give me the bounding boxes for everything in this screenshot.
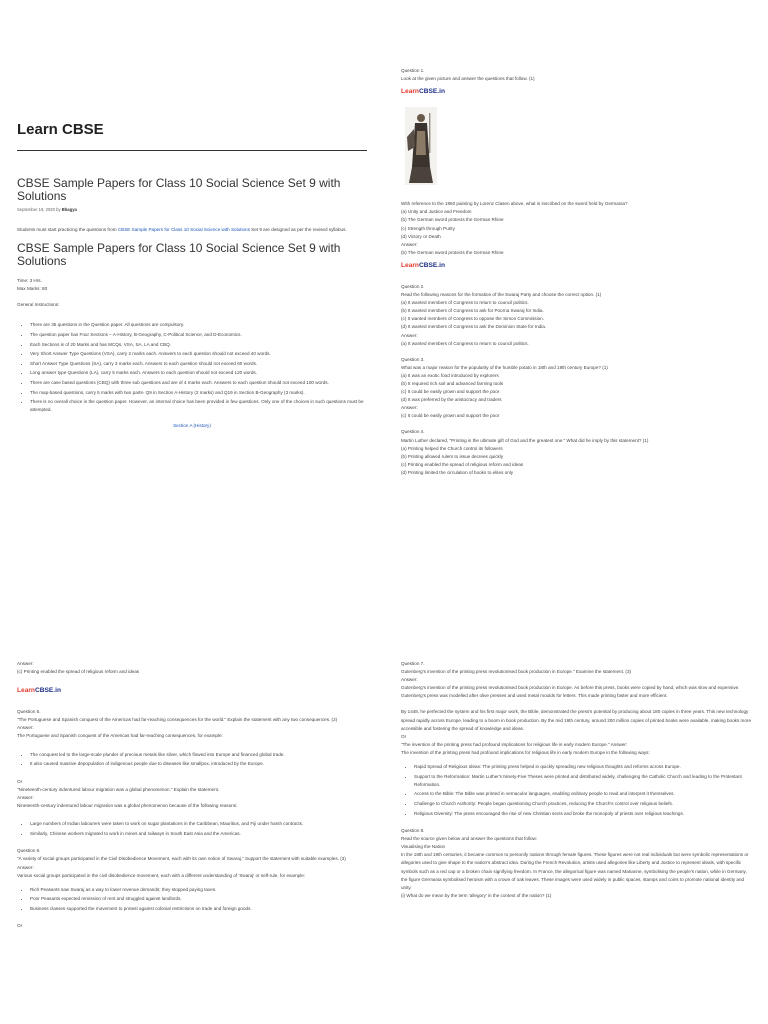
questions-7-8 [401,660,751,900]
text-line: Question 1. [401,68,425,73]
text-line: (a) Unity and Justice and Freedom [401,209,472,215]
text-line: Nineteenth-century indentured labour migration was a global phenomenon because of the following reasons: [17,803,238,809]
list-item: • Short Answer Type Questions (SA), carry 3 marks each. Answers to each question should not exceed 60 words. [30,360,367,368]
text-line: Question 5. [17,709,41,715]
text-line: (c) It wanted members of Congress to oppose the Simon Commission. [401,316,544,322]
text-line: (c) Printing enabled the spread of religious reform and ideas [17,669,140,675]
text-line: "The Portuguese and Spanish conquest of the Americas had far-reaching consequences for the world." Explain the statement with any two consequences. (2) [17,717,338,723]
text-line: (d) Printing limited the circulation of books to elites only [401,469,514,475]
text-line: Various social groups participated in the civil disobedience movement, each with a different understanding of 'Swaraj' or self-rule, for example: [17,872,306,878]
page-2 [384,0,768,512]
text-line: "The invention of the printing press had profound implications for religious life in early modern Europe." Answer: [401,741,628,747]
list-item: • Very Short Answer Type Questions (VSA), carry 2 marks each. Answers to each question should not exceed 40 words. [30,350,367,358]
text-line: (d) It wanted members of Congress to ask the Dominion State for India. [401,324,547,330]
post-author[interactable]: Bhagya [61,207,77,212]
text-line: (c) Printing enabled the spread of religious reform and ideas [401,461,524,467]
page-3 [0,512,384,1024]
article-body [17,177,367,430]
post-title: CBSE Sample Papers for Class 10 Social Science Set 9 with Solutions [17,176,341,203]
list-item: • Religious Diversity: The press encouraged the rise of new Christian sects and broke the monopoly of priests over religious teachings. [414,810,751,818]
site-title[interactable]: Learn CBSE [17,121,104,138]
list-item: • Access to the Bible: The Bible was printed in vernacular languages, enabling ordinary people to read and interpret it themselves. [414,790,751,798]
time-text: Time: 3 Hrs. [17,278,42,284]
text-line: Visualising the Nation [401,844,446,850]
list-item: • The map-based questions, carry 5 marks with two parts- Q9 in Section A-History (2 marks) and Q19 in Section B-Geography (3 marks). [30,389,367,397]
text-line: (b) It wanted members of Congress to ask for Poorna Swaraj for India. [401,308,544,314]
text-line: (b) It required rich soil and advanced farming tools [401,380,504,386]
page-1 [0,0,384,512]
list-item: • Large numbers of Indian labourers were taken to work on sugar plantations in the Caribbean, Mauritius, and Fiji under harsh contracts. [30,820,367,828]
list-item: • The conquest led to the large-scale plunder of precious metals like silver, which flowed into Europe and financed global trade. [30,751,367,759]
text-line: (a) Printing helped the Church control its followers [401,445,503,451]
text-line: (c) It could be easily grown and support the poor [401,389,500,395]
text-line: By 1448, he perfected the system and his first major work, the Bible, demonstrated the press's potential by producing about 180 copies in three years. This new technology spread rapidly across Europe, leading to a boom in book production. By the mid 16th century, around 200 million copies of printed books were available, making books more accessible and fostering the spread of knowledge and ideas. [401,709,752,731]
post-meta [17,207,367,212]
intro-text-after: Set 9 are designed as per the revised syllabus. [249,227,347,232]
germania-painting-image [405,107,437,185]
consequences-list [17,751,367,769]
list-item: • Rich Peasants saw Swaraj as a way to lower revenue demands; they stopped paying taxes. [30,886,367,894]
text-line: (c) Strength through Purity [401,225,455,231]
intro-paragraph [17,226,367,234]
learncbse-logo: LearnCBSE.in [17,687,61,695]
list-item: • There is no overall choice in the question paper. However, an internal choice has been provided in few questions. Only one of the choices in such questions must be attempted. [30,398,367,414]
instructions-heading: General Instructions: [17,302,60,308]
list-item: • Long answer type Questions (LA), carry 5 marks each. Answers to each question should not exceed 120 words. [30,369,367,377]
text-line: The invention of the printing press had profound implications for religious life in early modern Europe in the following ways: [401,749,650,755]
text-line: Question 3. [401,356,425,362]
list-item: • Poor Peasants expected remission of rent and struggled against landlords. [30,895,367,903]
migration-list [17,820,367,838]
text-line: (a) It wanted members of Congress to return to council politics. [401,340,529,346]
text-line: What was a major reason for the popularity of the humble potato in 18th and 19th century Europe? (1) [401,364,608,370]
learncbse-logo: LearnCBSE.in [401,261,445,269]
learncbse-logo: LearnCBSE.in [401,88,445,96]
text-line: Question 2. [401,283,425,289]
text-line: (b) The German sword protects the German Rhine [401,217,504,223]
list-item: • Rapid Spread of Religious Ideas: The printing press helped in quickly spreading new religious thoughts and reforms across Europe. [414,763,751,771]
post-date: September 19, 2020 by [17,207,61,212]
text-line: Answer: [17,661,34,666]
text-line: Answer: [17,864,34,870]
text-line: "Nineteenth-century indentured labour migration was a global phenomenon." Explain the statement. [17,786,220,792]
instructions-list [17,321,367,414]
implications-list [401,763,751,818]
list-item: • There are 35 questions in the Question paper. All questions are compulsory. [30,321,367,329]
text-line: Gutenberg's invention of the printing press revolutionised book production in Europe. As before this press, books were copied by hand, which was slow and expensive. Gutenberg's press was modelled after olive presses and used metal moulds for letters. This made printing faster and more efficient. [401,685,740,699]
max-marks-text: Max Marks: 80 [17,286,48,292]
paper-details [17,277,367,430]
text-line: Question 7. [401,661,425,666]
text-line: (d) Victory or Death [401,233,441,239]
list-item: • Challenge to Church Authority: People began questioning Church practices, reducing the Church's control over religious beliefs. [414,800,751,808]
intro-link[interactable]: CBSE Sample Papers for Class 10 Social Science with Solutions [117,227,250,232]
text-line: Answer: [401,241,418,247]
header-divider [17,150,367,151]
text-line: Question 6. [17,848,41,854]
text-line: Read the source given below and answer the questions that follow: [401,836,538,842]
text-line: Answer: [401,332,418,338]
text-line: (i) What do we mean by the term 'allegory' in the context of the nation? (1) [401,892,552,898]
text-line: (b) The German sword protects the German Rhine [401,249,504,255]
list-item: • Business classes supported the movement to protest against colonial restrictions on trade and foreign goods. [30,905,367,913]
text-line: Answer: [17,725,34,731]
section-heading: CBSE Sample Papers for Class 10 Social Science Set 9 with Solutions [17,241,341,269]
text-line: Question 8. [401,828,425,834]
list-item: • Support to the Reformation: Martin Luther's Ninety-Five Theses were printed and distributed widely, challenging the Catholic Church and leading to the Protestant Reformation. [414,773,751,789]
text-line: "A variety of social groups participated in the Civil Disobedience Movement, each with its own notion of Swaraj." Support the statement with suitable examples. (3) [17,856,346,862]
text-line: (d) It was preferred by the aristocracy and traders [401,397,502,403]
text-line: Answer: [401,405,418,411]
text-line: (c) It could be easily grown and support the poor [401,413,500,419]
text-line: Question 4. [401,429,425,435]
list-item: • Each Sections is of 20 Marks and has MCQs, VSA, SA, LA and CBQ. [30,341,367,349]
text-line: In the 18th and 19th centuries, it became common to personify nations through female figures. These figures were not real individuals but were symbolic representations or allegories used to give shape to the nation's abstract idea. During the French Revolution, artists used allegories like Liberty and Justice to represent ideals, with specific symbols such as a red cap or a broken chain signifying freedom. In France, the allegorical figure was named Marianne, symbolising the people's nation, while in Germany, the figure Germania symbolised heroism with a crown of oak leaves. These images were used widely in public spaces, stamps and coins to promote national identity and unity. [401,852,749,890]
text-line: Gutenberg's invention of the printing press revolutionised book production in Europe." Examine the statement. (3) [401,669,632,675]
section-a-link[interactable]: Section A (History) [173,423,211,429]
list-item: • The question paper has Four Sections – A-History, B-Geography, C-Political Science, and D-Economics. [30,331,367,339]
text-line: Or [401,733,407,739]
text-line: Answer: [401,677,418,683]
list-item: • There are case based questions (CBQ) with three sub questions and are of 4 marks each. Answers to each question should not exceed 100 words. [30,379,367,387]
text-line: Or [17,778,23,784]
text-line: With reference to the 1860 painting by Lorenz Clasen above, what is inscribed on the sword held by Germania? [401,201,628,207]
text-line: Answer: [17,794,34,800]
text-line: Look at the given picture and answer the questions that follow. (1) [401,76,535,82]
page-4 [384,512,768,1024]
questions-1-4 [401,67,751,477]
intro-text-before: Students must start practicing the questions from [17,227,118,232]
questions-4-6 [17,660,367,931]
text-line: (b) Printing allowed rulers to issue decrees quickly [401,453,504,459]
text-line: Or [17,923,23,929]
text-line: (a) It was an exotic food introduced by explorers [401,372,499,378]
list-item: • Similarly, Chinese workers migrated to work in mines and railways in South East Asia and the Americas. [30,830,367,838]
list-item: • It also caused massive depopulation of indigenous people due to diseases like smallpox, introduced by the Europe. [30,760,367,768]
text-line: Martin Luther declared, "Printing is the ultimate gift of God and the greatest one." What did he imply by this statement? (1) [401,437,649,443]
text-line: The Portuguese and Spanish conquest of the Americas had far-reaching consequences, for example: [17,733,223,739]
text-line: Read the following reasons for the formation of the Swaraj Party and choose the correct option. (1) [401,292,602,298]
text-line: (a) It wanted members of Congress to return to council politics. [401,300,529,306]
social-groups-list [17,886,367,913]
